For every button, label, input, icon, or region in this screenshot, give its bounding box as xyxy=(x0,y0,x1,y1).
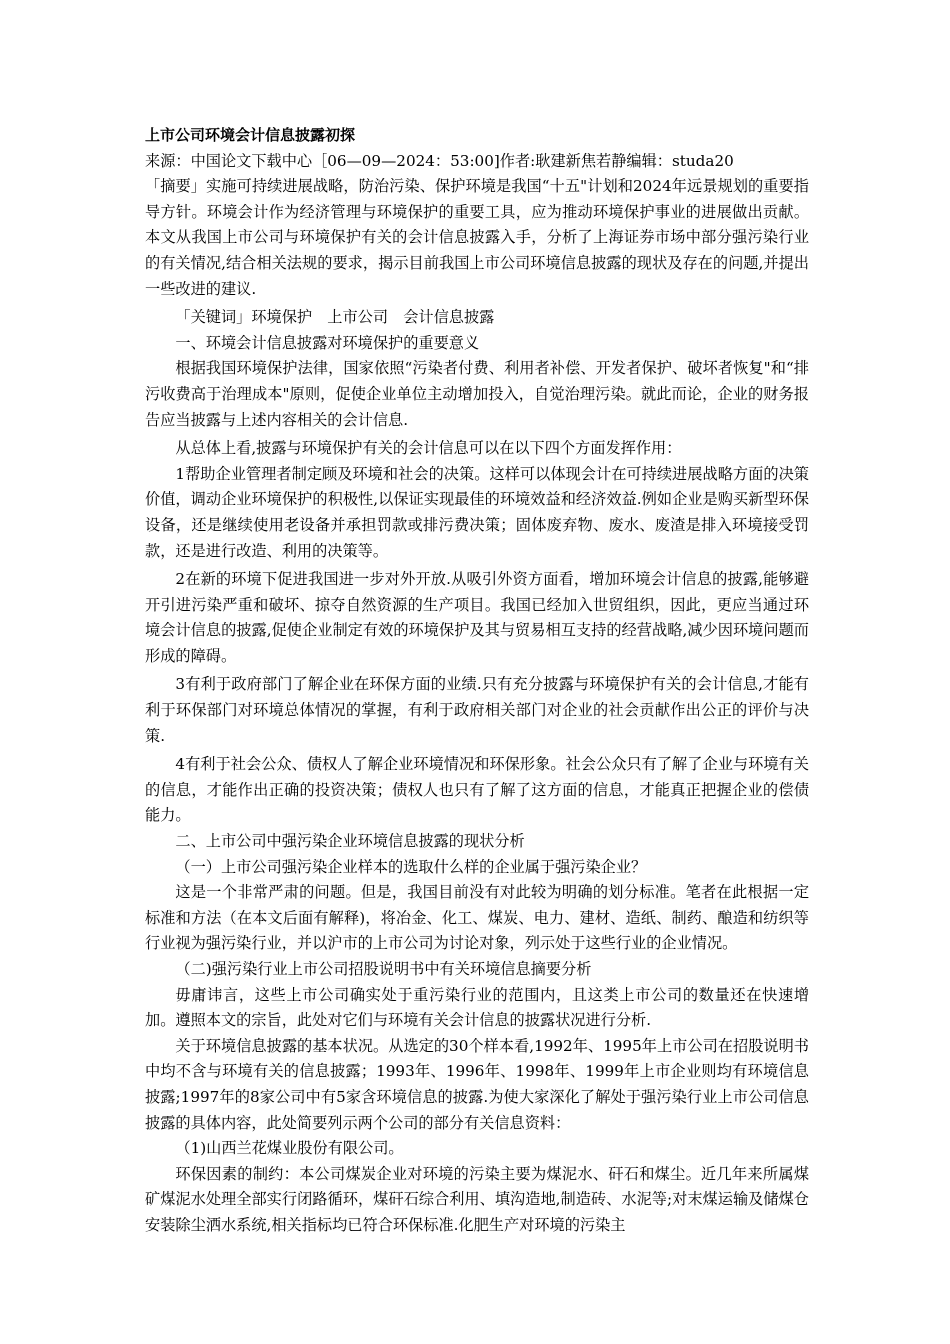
paragraph-legal-basis: 根据我国环境保护法律，国家依照“污染者付费、利用者补偿、开发者保护、破坏者恢复"和“排污收费高于治理成本"原则，促使企业单位主动增加投入，自觉治理污染。就此而论，企业的财务报告应当披露与上述内容相关的会计信息. xyxy=(145,359,809,429)
paragraph-industry-scope: 毋庸讳言，这些上市公司确实处于重污染行业的范围内，且这类上市公司的数量还在快速增加。遵照本文的宗旨，此处对它们与环境有关会计信息的披露状况进行分析. xyxy=(145,985,809,1030)
keywords-line: 「关键词」环境保护 上市公司 会计信息披露 xyxy=(175,308,495,327)
section-1-heading: 一、环境会计信息披露对环境保护的重要意义 xyxy=(175,333,480,352)
paragraph-role-4: 4有利于社会公众、债权人了解企业环境情况和环保形象。社会公众只有了解了企业与环境有关的信息，才能作出正确的投资决策；债权人也只有了解了这方面的信息，才能真正把握企业的偿债能力。 xyxy=(145,755,809,825)
paragraph-four-roles-intro: 从总体上看,披露与环境保护有关的会计信息可以在以下四个方面发挥作用： xyxy=(175,439,682,458)
paragraph-role-1: 1帮助企业管理者制定顾及环境和社会的决策。这样可以体现会计在可持续进展战略方面的决策价值，调动企业环境保护的积极性,以保证实现最佳的环境效益和经济效益.例如企业是购买新型环保设备，还是继续使用老设备并承担罚款或排污费决策；固体废弃物、废水、废渣是排入环境接受罚款，还是进行改造、利用的决策等。 xyxy=(145,464,809,560)
paragraph-disclosure-status: 关于环境信息披露的基本状况。从选定的30个样本看,1992年、1995年上市公司在招股说明书中均不含与环境有关的信息披露；1993年、1996年、1998年、1999年上市企业则均有环境信息披露;1997年的8家公司中有5家含环境信息的披露.为使大家深化了解处于强污染行业上市公司信息披露的具体内容，此处简要列示两个公司的部分有关信息资料： xyxy=(145,1036,809,1132)
paragraph-role-2: 2在新的环境下促进我国进一步对外开放.从吸引外资方面看，增加环境会计信息的披露,能够避开引进污染严重和破坏、掠夺自然资源的生产项目。我国已经加入世贸组织，因此，更应当通过环境会计信息的披露,促使企业制定有效的环境保护及其与贸易相互支持的经营战略,减少因环境问题而形成的障碍。 xyxy=(145,570,809,665)
document-title: 上市公司环境会计信息披露初探 xyxy=(145,126,356,144)
document-page xyxy=(145,123,809,1239)
subsection-1-heading: （一）上市公司强污染企业样本的选取什么样的企业属于强污染企业？ xyxy=(175,857,647,876)
document-source-line: 来源：中国论文下载中心［06—09—2024：53:00]作者:耿建新焦若静编辑：studa20 xyxy=(145,151,734,170)
company-1-heading: （1)山西兰花煤业股份有限公司。 xyxy=(175,1139,404,1158)
paragraph-role-3: 3有利于政府部门了解企业在环保方面的业绩.只有充分披露与环境保护有关的会计信息,才能有利于环保部门对环境总体情况的掌握，有利于政府相关部门对企业的社会贡献作出公正的评价与决策. xyxy=(145,675,809,745)
section-2-heading: 二、上市公司中强污染企业环境信息披露的现状分析 xyxy=(175,832,525,851)
abstract-paragraph: 「摘要」实施可持续进展战略，防治污染、保护环境是我国“十五"计划和2024年远景规划的重要指导方针。环境会计作为经济管理与环境保护的重要工具，应为推动环境保护事业的进展做出贡献。本文从我国上市公司与环境保护有关的会计信息披露入手，分析了上海证券市场中部分强污染行业的有关情况,结合相关法规的要求，揭示目前我国上市公司环境信息披露的现状及存在的问题,并提出一些改进的建议. xyxy=(145,177,809,298)
subsection-2-heading: （二)强污染行业上市公司招股说明书中有关环境信息摘要分析 xyxy=(175,960,592,978)
paragraph-environmental-factors: 环保因素的制约：本公司煤炭企业对环境的污染主要为煤泥水、矸石和煤尘。近几年来所属煤矿煤泥水处理全部实行闭路循环，煤矸石综合利用、填沟造地,制造砖、水泥等;对末煤运输及储煤仓安装除尘洒水系统,相关指标均已符合环保标准.化肥生产对环境的污染主 xyxy=(145,1164,809,1234)
paragraph-classification: 这是一个非常严肃的问题。但是，我国目前没有对此较为明确的划分标准。笔者在此根据一定标准和方法（在本文后面有解释)，将冶金、化工、煤炭、电力、建材、造纸、制药、酿造和纺织等行业视为强污染行业，并以沪市的上市公司为讨论对象，列示处于这些行业的企业情况。 xyxy=(145,883,809,953)
